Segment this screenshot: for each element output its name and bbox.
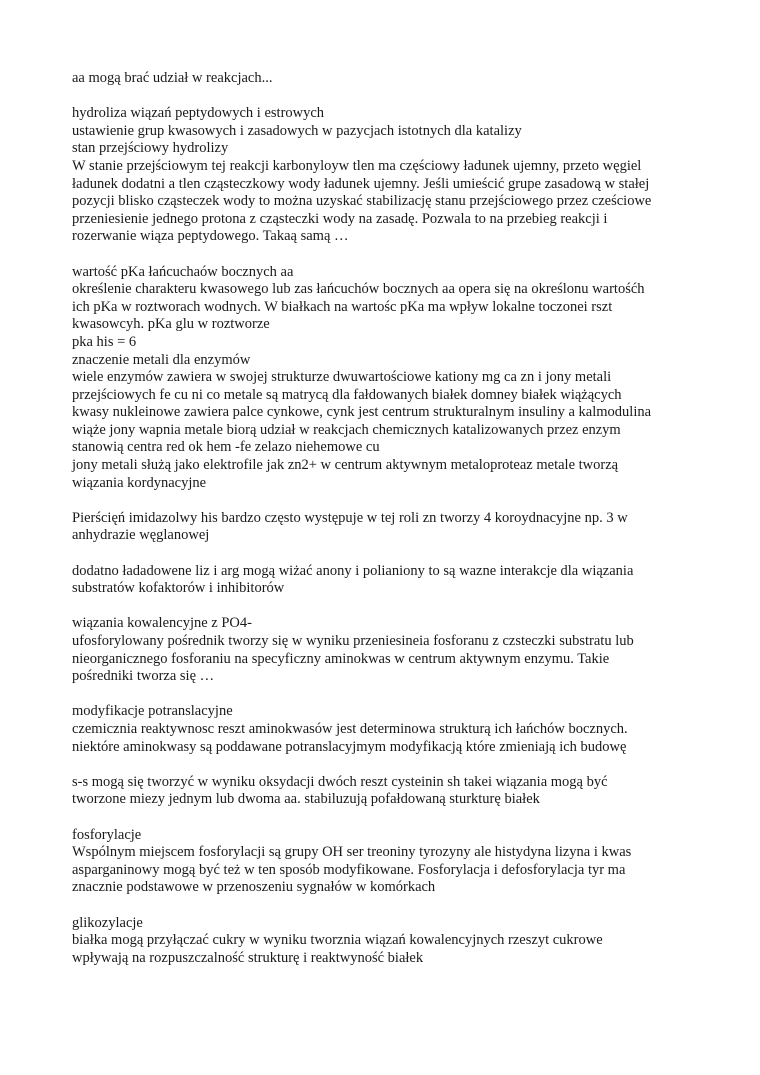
text-line: kwasowcyh. pKa glu w roztworze [72, 316, 270, 333]
text-line: nieorganicznego fosforaniu na specyficzny aminokwas w centrum aktywnym enzymu. Takie [72, 650, 610, 667]
text-line: wiązania kordynacyjne [72, 474, 207, 491]
heading-line: glikozylacje [72, 914, 143, 931]
paragraph [72, 703, 692, 756]
text-line: pozycji blisko cząsteczek wody to można uzyskać stabilizację stanu przejściowego przez cześciowe [72, 193, 652, 210]
paragraph [72, 105, 692, 246]
text-line: ufosforylowany pośrednik tworzy się w wyniku przeniesineia fosforanu z czsteczki substratu lub [72, 633, 634, 649]
text-line: wiąże jony wapnia metale biorą udział w reakcjach chemicznych katalizowanych przez enzym [72, 421, 621, 438]
text-line: ustawienie grup kwasowych i zasadowych w pazycjach istotnych dla katalizy [72, 122, 522, 139]
text-line: ich pKa w roztworach wodnych. W białkach na wartośc pKa ma wpływ lokalne toczonei rszt [72, 298, 613, 315]
document-page [72, 70, 692, 985]
heading-line: wiązania kowalencyjne z PO4- [72, 615, 252, 632]
text-line: niektóre aminokwasy są poddawane potranslacyjmym modyfikacją które zmieniają ich budowę [72, 738, 627, 755]
text-line: stanowią centra red ok hem -fe zelazo niehemowe cu [72, 439, 380, 456]
text-line: białka mogą przyłączać cukry w wyniku tworznia wiązań kowalencyjnych rzeszyt cukrowe [72, 932, 603, 949]
text-line: jony metali służą jako elektrofile jak zn2+ w centrum aktywnym metaloproteaz metale tworzą [72, 457, 619, 474]
text-line: pośredniki tworza się … [72, 668, 215, 685]
heading-line: wartość pKa łańcuchaów bocznych aa [72, 263, 294, 280]
text-line: Pierścięń imidazolwy his bardzo często występuje w tej roli zn tworzy 4 koroydnacyjne np. 3 w [72, 509, 628, 526]
text-line: asparganinowy mogą być też w ten sposób modyfikowane. Fosforylacja i defosforylacja tyr ma [72, 861, 626, 878]
text-line: przejściowych fe cu ni co metale są matrycą dla fałdowanych białek domney białek wiążących [72, 386, 622, 403]
text-line: tworzone miezy jednym lub dwoma aa. stabiluzują pofałdowaną sturkturę białek [72, 791, 540, 808]
text-line: wpływają na rozpuszczalność strukturę i reaktwyność białek [72, 949, 424, 966]
text-line: stan przejściowy hydrolizy [72, 140, 229, 157]
text-line: Wspólnym miejscem fosforylacji są grupy OH ser treoniny tyrozyny ale histydyna lizyna i kwas [72, 844, 632, 861]
paragraph [72, 615, 692, 685]
text-line: anhydrazie węglanowej [72, 527, 210, 544]
text-line: aa mogą brać udział w reakcjach... [72, 70, 273, 86]
paragraph [72, 510, 692, 545]
paragraph [72, 70, 692, 88]
text-line: dodatno ładadowene liz i arg mogą wiżać anony i polianiony to są wazne interakcje dla wiązania [72, 562, 634, 579]
text-line: kwasy nukleinowe zawiera palce cynkowe, cynk jest centrum strukturalnym insuliny a kalmodulina [72, 404, 652, 421]
text-line: pka his = 6 [72, 333, 137, 350]
paragraph [72, 827, 692, 897]
text-line: czemicznia reaktywnosc reszt aminokwasów jest determinowa strukturą ich łańchów bocznych. [72, 720, 628, 737]
paragraph [72, 264, 692, 493]
text-line: określenie charakteru kwasowego lub zas łańcuchów bocznych aa opera się na określonu wartośćh [72, 281, 645, 298]
paragraph [72, 774, 692, 809]
text-line: przeniesienie jednego protona z cząsteczki wody na zasadę. Pozwala to na przebieg reakcji i [72, 210, 608, 227]
heading-line: hydroliza wiązań peptydowych i estrowych [72, 105, 325, 122]
text-line: substratów kofaktorów i inhibitorów [72, 580, 285, 597]
text-line: znacznie podstawowe w przenoszeniu sygnałów w komórkach [72, 879, 436, 896]
heading-line: modyfikacje potranslacyjne [72, 703, 233, 720]
text-line: wiele enzymów zawiera w swojej strukturze dwuwartościowe kationy mg ca zn i jony metali [72, 369, 612, 386]
text-line: W stanie przejściowym tej reakcji karbonyloyw tlen ma częściowy ładunek ujemny, przeto węgiel [72, 157, 642, 174]
text-line: rozerwanie wiąza peptydowego. Takaą samą … [72, 228, 349, 245]
paragraph [72, 915, 692, 968]
text-line: ładunek dodatni a tlen cząsteczkowy wody ładunek ujemny. Jeśli umieścić grupe zasadową w stałej [72, 175, 650, 192]
heading-line: fosforylacje [72, 826, 142, 843]
heading-line: znaczenie metali dla enzymów [72, 351, 251, 368]
paragraph [72, 563, 692, 598]
text-line: s-s mogą się tworzyć w wyniku oksydacji dwóch reszt cysteinin sh takei wiązania mogą być [72, 773, 608, 790]
